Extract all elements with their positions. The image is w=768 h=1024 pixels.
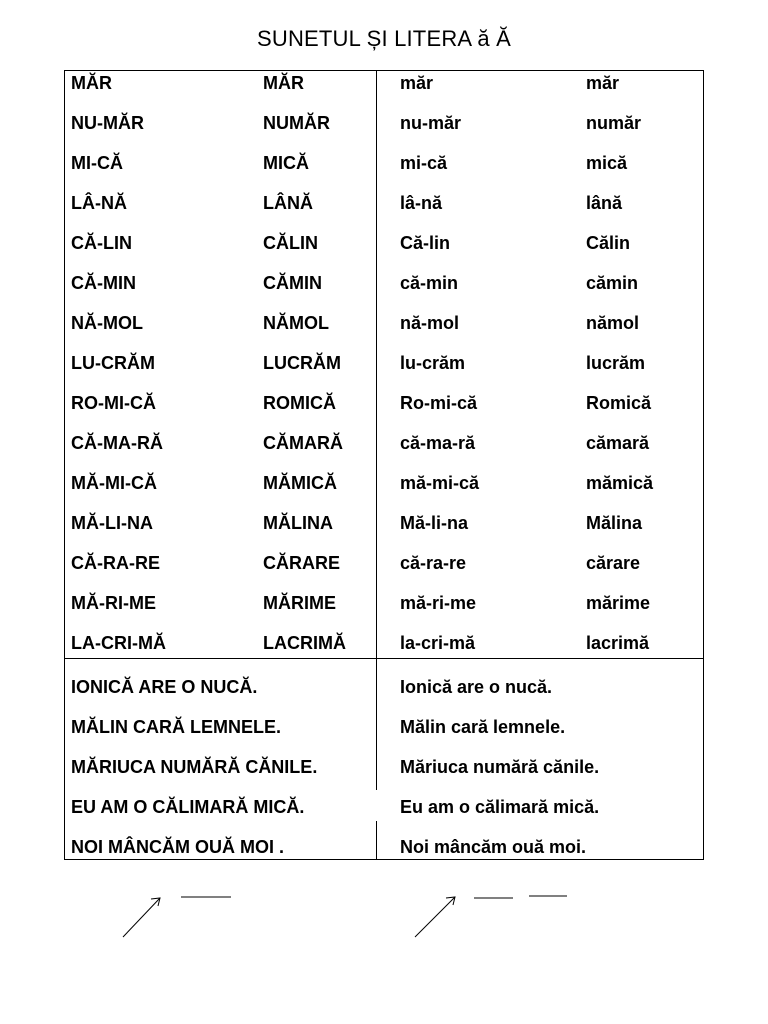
sentence-lower: Măriuca numără cănile. bbox=[400, 757, 600, 777]
word-syllables-lower: Ro-mi-că bbox=[400, 393, 478, 413]
sentence-upper: MĂLIN CARĂ LEMNELE. bbox=[71, 717, 281, 737]
word-lower: cămară bbox=[586, 433, 650, 453]
page-title: SUNETUL ȘI LITERA ă Ă bbox=[256, 26, 512, 51]
word-syllables-upper: LA-CRI-MĂ bbox=[71, 633, 166, 653]
word-syllables-lower: lâ-nă bbox=[400, 193, 443, 213]
word-upper: MĂR bbox=[263, 73, 304, 93]
word-syllables-upper: CĂ-MA-RĂ bbox=[71, 433, 163, 453]
stroke-group-left bbox=[123, 897, 231, 937]
word-upper: NĂMOL bbox=[263, 313, 329, 333]
word-syllables-lower: mă-mi-că bbox=[400, 473, 480, 493]
word-syllables-upper: MĂ-MI-CĂ bbox=[71, 473, 157, 493]
word-row bbox=[65, 73, 703, 113]
word-syllables-lower: mi-că bbox=[400, 153, 448, 173]
word-row bbox=[65, 633, 703, 673]
word-syllables-upper: MĂ-RI-ME bbox=[71, 593, 156, 613]
word-lower: lacrimă bbox=[586, 633, 650, 653]
word-lower: nămol bbox=[586, 313, 640, 333]
word-row bbox=[65, 153, 703, 193]
word-lower: mică bbox=[586, 153, 628, 173]
word-upper: CĂMARĂ bbox=[263, 433, 343, 453]
word-syllables-upper: CĂ-RA-RE bbox=[71, 553, 160, 573]
word-syllables-upper: NĂ-MOL bbox=[71, 313, 143, 333]
word-lower: lucrăm bbox=[586, 353, 646, 373]
word-lower: cămin bbox=[586, 273, 639, 293]
word-lower: cărare bbox=[586, 553, 641, 573]
word-row bbox=[65, 273, 703, 313]
word-upper: CĂMIN bbox=[263, 273, 322, 293]
word-upper: MĂRIME bbox=[263, 593, 336, 613]
arrow-left-icon bbox=[123, 898, 160, 937]
word-row bbox=[65, 353, 703, 393]
sentence-row bbox=[65, 757, 703, 797]
word-syllables-lower: la-cri-mă bbox=[400, 633, 476, 653]
sentence-lower: Eu am o călimară mică. bbox=[400, 797, 600, 817]
word-syllables-upper: LÂ-NĂ bbox=[71, 193, 127, 213]
worksheet-table bbox=[64, 70, 704, 860]
word-syllables-lower: nă-mol bbox=[400, 313, 460, 333]
word-lower: Călin bbox=[586, 233, 631, 253]
word-syllables-lower: Mă-li-na bbox=[400, 513, 469, 533]
word-syllables-upper: CĂ-MIN bbox=[71, 273, 136, 293]
sentence-upper: EU AM O CĂLIMARĂ MICĂ. bbox=[71, 797, 305, 817]
sentence-lower: Noi mâncăm ouă moi. bbox=[400, 837, 587, 857]
word-lower: lână bbox=[586, 193, 623, 213]
stroke-group-right bbox=[415, 896, 567, 937]
word-lower: mămică bbox=[586, 473, 654, 493]
word-syllables-lower: că-ra-re bbox=[400, 553, 467, 573]
word-upper: NUMĂR bbox=[263, 113, 330, 133]
word-row bbox=[65, 513, 703, 553]
word-syllables-lower: nu-măr bbox=[400, 113, 462, 133]
word-upper: LACRIMĂ bbox=[263, 633, 346, 653]
arrow-right-icon bbox=[415, 897, 455, 937]
word-upper: MĂMICĂ bbox=[263, 473, 337, 493]
word-lower: Romică bbox=[586, 393, 652, 413]
word-lower: Mălina bbox=[586, 513, 643, 533]
word-syllables-upper: RO-MI-CĂ bbox=[71, 393, 156, 413]
word-syllables-upper: MĂ-LI-NA bbox=[71, 513, 153, 533]
sentence-lower: Mălin cară lemnele. bbox=[400, 717, 566, 737]
word-row bbox=[65, 233, 703, 273]
sentence-upper: IONICĂ ARE O NUCĂ. bbox=[71, 677, 258, 697]
word-upper: CĂRARE bbox=[263, 553, 341, 573]
word-lower: număr bbox=[586, 113, 642, 133]
sentence-row bbox=[65, 717, 703, 757]
word-upper: MĂLINA bbox=[263, 513, 333, 533]
word-syllables-upper: NU-MĂR bbox=[71, 113, 144, 133]
sentence-upper: MĂRIUCA NUMĂRĂ CĂNILE. bbox=[71, 757, 318, 777]
writing-strokes-drawing bbox=[0, 870, 768, 960]
word-lower: mărime bbox=[586, 593, 651, 613]
word-upper: LÂNĂ bbox=[263, 193, 313, 213]
sentence-row bbox=[65, 677, 703, 717]
word-row bbox=[65, 553, 703, 593]
sentence-row bbox=[65, 797, 703, 837]
word-upper: ROMICĂ bbox=[263, 393, 336, 413]
word-syllables-lower: Că-lin bbox=[400, 233, 451, 253]
word-syllables-lower: măr bbox=[400, 73, 434, 93]
word-syllables-upper: CĂ-LIN bbox=[71, 233, 132, 253]
word-lower: măr bbox=[586, 73, 620, 93]
word-upper: LUCRĂM bbox=[263, 353, 341, 373]
sentence-upper: NOI MÂNCĂM OUĂ MOI . bbox=[71, 837, 284, 857]
sentence-lower: Ionică are o nucă. bbox=[400, 677, 553, 697]
word-row bbox=[65, 593, 703, 633]
word-upper: CĂLIN bbox=[263, 233, 318, 253]
word-syllables-lower: că-ma-ră bbox=[400, 433, 476, 453]
word-syllables-lower: mă-ri-me bbox=[400, 593, 477, 613]
word-syllables-upper: MI-CĂ bbox=[71, 153, 123, 173]
word-row bbox=[65, 313, 703, 353]
word-syllables-lower: că-min bbox=[400, 273, 459, 293]
word-row bbox=[65, 393, 703, 433]
word-row bbox=[65, 433, 703, 473]
word-row bbox=[65, 473, 703, 513]
word-syllables-upper: MĂR bbox=[71, 73, 112, 93]
word-row bbox=[65, 193, 703, 233]
word-syllables-upper: LU-CRĂM bbox=[71, 353, 155, 373]
word-syllables-lower: lu-crăm bbox=[400, 353, 466, 373]
word-row bbox=[65, 113, 703, 153]
word-upper: MICĂ bbox=[263, 153, 309, 173]
